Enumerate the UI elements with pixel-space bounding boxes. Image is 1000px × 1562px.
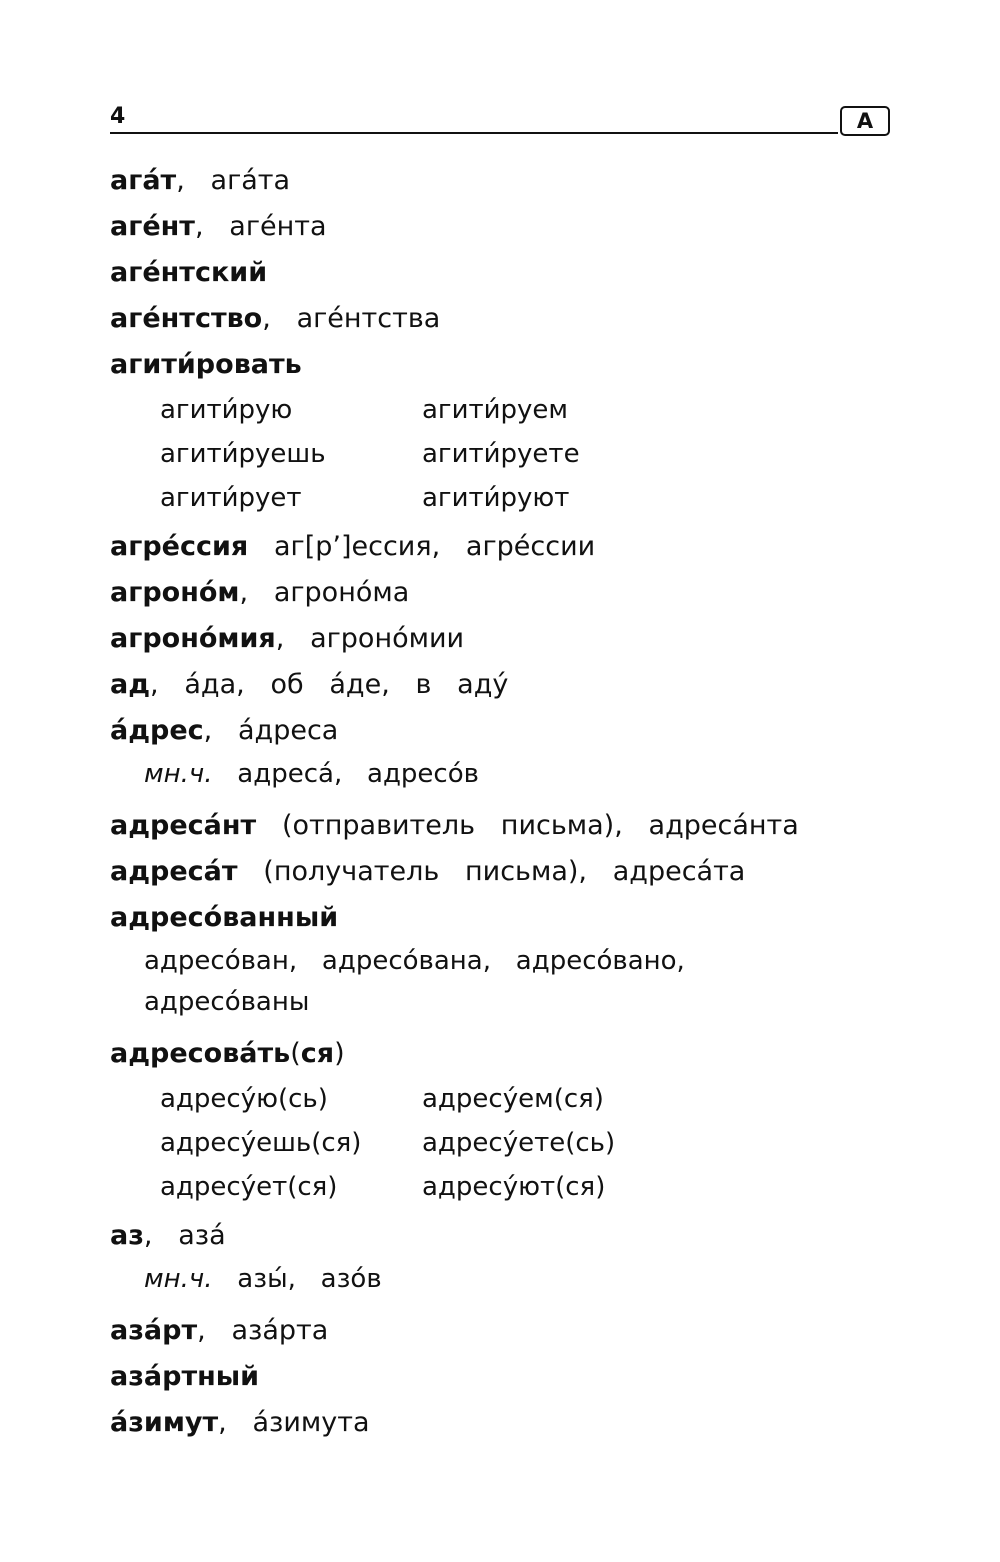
entry-azimut [110, 1400, 910, 1446]
headword: аза́ртный [110, 1361, 260, 1392]
conj-singular: адресу́ю(сь) [160, 1084, 328, 1114]
section-letter-tab: А [840, 106, 890, 136]
headword: ага́т [110, 165, 177, 196]
short-forms-line: адресо́ваны [144, 987, 310, 1017]
headword: аге́нтство [110, 303, 263, 334]
conj-plural: агити́руете [422, 439, 580, 469]
entry-forms: , аза́рта [197, 1315, 329, 1346]
headword: ад [110, 669, 151, 700]
headword: аге́нтский [110, 257, 268, 288]
headword: аге́нт [110, 211, 195, 242]
headword: агроно́м [110, 577, 240, 608]
entry-forms: (отправитель письма), адреса́нта [256, 810, 799, 841]
headword-paren-open: ( [290, 1038, 301, 1069]
conj-plural: агити́руют [422, 483, 570, 513]
entry-forms: (получатель письма), адреса́та [237, 856, 746, 887]
plural-line [110, 1259, 910, 1308]
entry-forms: , агроно́ма [239, 577, 410, 608]
conj-singular: агити́рует [160, 483, 302, 513]
header-rule [110, 132, 838, 134]
short-forms-line: адресо́ван, адресо́вана, адресо́вано, [144, 946, 685, 976]
conjugation-row [160, 1165, 910, 1209]
headword-paren-close: ) [334, 1038, 345, 1069]
plural-label: мн.ч. [144, 759, 213, 789]
plural-forms: адреса́, адресо́в [212, 759, 479, 789]
entry-agitirovat [110, 342, 910, 388]
headword: агити́ровать [110, 349, 302, 380]
conj-plural: адресу́ете(сь) [422, 1128, 616, 1158]
entry-agat [110, 158, 910, 204]
entry-forms: , аге́нтства [262, 303, 441, 334]
entry-adresovat [110, 1031, 910, 1077]
headword: агре́ссия [110, 531, 249, 562]
conjugation-table [110, 1077, 910, 1213]
conj-plural: адресу́ют(ся) [422, 1172, 606, 1202]
entry-forms: , агроно́мии [275, 623, 465, 654]
entry-adresat [110, 849, 910, 895]
conj-singular: агити́руешь [160, 439, 326, 469]
headword: аз [110, 1220, 144, 1251]
entry-forms: аг[р’]ессия, агре́ссии [248, 531, 596, 562]
entry-agronomiya [110, 616, 910, 662]
conjugation-table [110, 388, 910, 524]
page-header [110, 100, 890, 140]
page-number: 4 [110, 104, 126, 129]
entry-agressiya [110, 524, 910, 570]
plural-line [110, 754, 910, 803]
conj-singular: адресу́ешь(ся) [160, 1128, 362, 1158]
dictionary-entries [110, 158, 910, 1446]
headword: а́дрес [110, 715, 204, 746]
headword: адресова́ть [110, 1038, 291, 1069]
headword-suffix: ся [300, 1038, 335, 1069]
entry-azartny [110, 1354, 910, 1400]
entry-agronom [110, 570, 910, 616]
plural-label: мн.ч. [144, 1264, 213, 1294]
conj-plural: агити́руем [422, 395, 569, 425]
entry-forms: , а́да, об а́де, в аду́ [150, 669, 509, 700]
entry-az [110, 1213, 910, 1259]
headword: адреса́нт [110, 810, 257, 841]
entry-azart [110, 1308, 910, 1354]
headword: адресо́ванный [110, 902, 339, 933]
entry-agentsky [110, 250, 910, 296]
conjugation-row [160, 476, 910, 520]
conjugation-row [160, 1121, 910, 1165]
headword: агроно́мия [110, 623, 276, 654]
entry-adresovanny [110, 895, 910, 941]
entry-forms: , ага́та [176, 165, 291, 196]
entry-adres [110, 708, 910, 754]
conj-singular: адресу́ет(ся) [160, 1172, 338, 1202]
conjugation-row [160, 432, 910, 476]
entry-forms: , а́зимута [218, 1407, 370, 1438]
entry-forms: , а́дреса [203, 715, 339, 746]
plural-forms: азы́, азо́в [212, 1264, 382, 1294]
entry-ad [110, 662, 910, 708]
entry-agent [110, 204, 910, 250]
entry-forms: , аге́нта [194, 211, 327, 242]
conj-singular: агити́рую [160, 395, 293, 425]
entry-agentstvo [110, 296, 910, 342]
entry-adresant [110, 803, 910, 849]
conjugation-row [160, 1077, 910, 1121]
headword: аза́рт [110, 1315, 198, 1346]
entry-forms: , аза́ [143, 1220, 226, 1251]
conjugation-row [160, 388, 910, 432]
headword: а́зимут [110, 1407, 219, 1438]
headword: адреса́т [110, 856, 238, 887]
conj-plural: адресу́ем(ся) [422, 1084, 604, 1114]
